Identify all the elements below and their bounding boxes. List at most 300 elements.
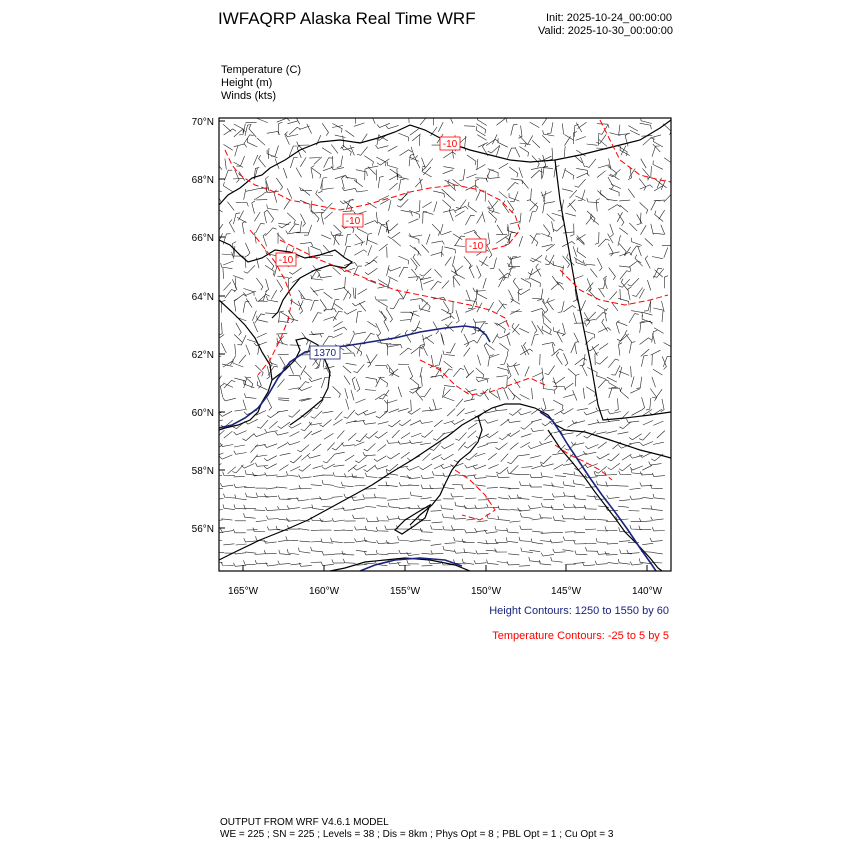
wind-barb <box>235 410 246 412</box>
wind-barb <box>550 539 563 543</box>
wind-barb <box>585 474 598 478</box>
wind-barb <box>643 421 653 426</box>
wind-barb <box>542 135 550 143</box>
wind-barb <box>465 388 473 400</box>
wind-barb <box>358 289 367 295</box>
wind-barb <box>615 398 619 411</box>
wind-barb <box>408 400 412 413</box>
wind-barb <box>466 290 470 300</box>
wind-barb <box>210 535 222 540</box>
wind-barb <box>632 238 642 246</box>
wind-barb <box>637 213 641 225</box>
wind-barb <box>311 166 314 179</box>
wind-barb <box>334 487 345 489</box>
wind-barb <box>532 519 543 520</box>
wind-barb <box>307 455 320 458</box>
wind-barb <box>455 236 465 245</box>
wind-barb <box>299 485 312 489</box>
wind-barb <box>410 492 422 497</box>
wind-barb <box>365 489 376 490</box>
wind-barb <box>539 560 551 565</box>
wind-barb <box>356 170 367 176</box>
wind-barb <box>422 245 429 253</box>
wind-barb <box>365 390 376 391</box>
wind-barb <box>378 301 388 311</box>
wind-barb <box>456 399 463 407</box>
wind-barb <box>222 519 233 520</box>
wind-barb <box>235 344 236 355</box>
wind-barb <box>354 442 364 446</box>
wind-barb <box>620 205 628 212</box>
wind-barb <box>587 198 599 203</box>
wind-barb <box>454 277 461 286</box>
wind-barb <box>234 124 244 133</box>
wind-barb <box>598 506 609 507</box>
wind-barb <box>223 124 231 131</box>
wind-barb <box>652 552 663 554</box>
wind-barb <box>519 236 523 247</box>
wind-barb <box>483 278 486 289</box>
wind-barb <box>596 408 609 412</box>
wind-barb <box>618 146 627 156</box>
wind-barb <box>355 410 368 415</box>
wind-barb <box>411 387 422 390</box>
wind-barb <box>626 419 639 423</box>
wind-barb <box>541 234 551 242</box>
wind-barb <box>289 410 301 418</box>
wind-barb <box>387 265 390 276</box>
wind-barb <box>507 456 518 464</box>
wind-barb <box>638 246 642 256</box>
wind-barb <box>598 328 611 333</box>
wind-barb <box>224 494 236 499</box>
wind-barb <box>573 504 586 508</box>
wind-barb <box>389 409 399 413</box>
wind-barb <box>619 243 626 255</box>
wind-barb <box>497 304 507 313</box>
wind-barb <box>343 211 354 212</box>
wind-barb <box>254 194 263 200</box>
wind-barb <box>519 454 530 455</box>
wind-barb <box>543 323 551 334</box>
lat-label: 66°N <box>191 233 214 244</box>
wind-barb <box>602 319 608 332</box>
wind-barb <box>235 146 238 157</box>
wind-barb <box>653 308 664 310</box>
wind-barb <box>386 540 399 544</box>
wind-barb <box>244 487 255 488</box>
wind-barb <box>334 508 345 509</box>
wind-barb <box>563 168 566 179</box>
wind-barb <box>497 367 508 374</box>
wind-barb <box>454 246 465 247</box>
wind-barb <box>392 239 400 246</box>
wind-barb <box>212 549 225 553</box>
wind-barb <box>345 177 357 183</box>
wind-barb <box>641 225 647 235</box>
wind-barb <box>464 126 475 127</box>
wind-barb <box>311 498 322 499</box>
wind-barb <box>279 122 283 135</box>
wind-barb <box>267 131 280 135</box>
wind-barb <box>321 178 328 189</box>
wind-barb <box>529 211 536 222</box>
wind-barb <box>399 550 412 554</box>
wind-barb <box>487 504 500 508</box>
wind-barb <box>466 174 476 178</box>
wind-barb <box>513 278 520 290</box>
wind-barb <box>584 319 595 321</box>
wind-barb <box>408 277 421 281</box>
lon-label: 165°W <box>227 586 259 597</box>
wind-barb <box>366 354 370 367</box>
wind-barb <box>619 422 631 429</box>
wind-barb <box>309 158 320 159</box>
wind-barb <box>462 485 475 489</box>
wind-barb <box>495 443 507 450</box>
wind-barb <box>377 506 388 507</box>
wind-barb <box>530 255 542 262</box>
wind-barb <box>286 471 298 476</box>
wind-barb <box>254 433 267 437</box>
wind-barb <box>608 454 620 461</box>
wind-barb <box>297 445 309 452</box>
wind-barb <box>541 533 552 534</box>
lat-label: 64°N <box>191 292 214 303</box>
wind-barb <box>547 122 553 134</box>
wind-barb <box>542 192 552 197</box>
wind-barb <box>595 561 608 565</box>
wind-barb <box>431 525 443 530</box>
wind-barb <box>257 316 268 323</box>
wind-barb <box>650 389 656 401</box>
wind-barb <box>222 343 227 353</box>
wind-barb <box>212 376 222 385</box>
wind-barb <box>379 244 388 251</box>
wind-barb <box>254 342 267 346</box>
wind-barb <box>620 289 621 300</box>
wind-barb <box>451 266 463 273</box>
wind-barb <box>320 518 333 522</box>
wind-barb <box>641 355 647 366</box>
wind-barb <box>565 532 576 533</box>
wind-barb <box>608 205 621 211</box>
wind-barb <box>455 432 466 440</box>
wind-barb <box>590 269 597 278</box>
wind-barb <box>462 539 475 543</box>
wind-barb <box>508 388 515 400</box>
wind-barb <box>430 375 443 378</box>
lat-label: 68°N <box>191 175 214 186</box>
wind-barb <box>416 200 420 212</box>
wind-barb <box>225 159 226 170</box>
wind-barb <box>239 124 245 135</box>
wind-barb <box>541 553 554 556</box>
wind-barb <box>375 296 387 300</box>
wind-barb <box>297 142 310 146</box>
wind-barb <box>641 159 647 169</box>
wind-barb <box>319 274 332 278</box>
lon-label: 145°W <box>550 586 582 597</box>
wind-barb <box>311 246 321 250</box>
wind-barb <box>299 563 312 567</box>
wind-barb <box>486 343 495 350</box>
wind-barb <box>322 411 333 413</box>
wind-barb <box>430 485 443 489</box>
height-contour-south <box>360 558 462 571</box>
wind-barb <box>444 247 455 254</box>
wind-barb <box>420 540 431 541</box>
wind-barb <box>504 389 508 399</box>
wind-barb <box>530 122 540 128</box>
wind-barb <box>410 421 420 426</box>
wind-barb <box>289 224 300 233</box>
wind-barb <box>464 348 471 357</box>
wind-barb <box>455 211 464 217</box>
wind-barb <box>297 497 310 501</box>
wind-barb <box>449 302 453 314</box>
wind-barb <box>542 244 553 247</box>
wind-barb <box>619 228 628 235</box>
wind-barb <box>433 191 444 198</box>
wind-barb <box>386 125 399 128</box>
wind-barb <box>256 521 267 522</box>
wind-barb <box>313 289 324 292</box>
wind-barb <box>222 254 234 259</box>
wind-barb <box>224 170 232 180</box>
wind-barb <box>664 194 672 202</box>
wind-barb <box>300 243 313 247</box>
wind-barb <box>255 463 268 467</box>
wind-barb <box>620 271 631 280</box>
latitude-axis <box>192 117 225 535</box>
wind-barb <box>551 506 563 510</box>
wind-barb <box>486 476 497 477</box>
wind-barb <box>212 420 223 423</box>
wind-barb <box>332 300 340 311</box>
wind-barb <box>558 301 564 312</box>
wind-barb <box>371 111 376 124</box>
wind-barb <box>252 311 256 321</box>
map-title: IWFAQRP Alaska Real Time WRF <box>218 9 476 28</box>
wind-barb <box>584 505 596 509</box>
wind-barb <box>285 133 298 136</box>
model-config: WE = 225 ; SN = 225 ; Levels = 38 ; Dis = 8km ; Phys Opt = 8 ; PBL Opt = 1 ; Cu Opt = 3 <box>220 829 614 840</box>
height-contour-1370 <box>219 326 490 428</box>
wind-barb <box>223 472 235 476</box>
wind-barb <box>652 257 663 259</box>
wind-barb <box>422 202 431 208</box>
wind-barb <box>570 190 577 198</box>
wind-barb <box>625 133 628 146</box>
wind-barb <box>628 287 631 300</box>
wind-barb <box>640 123 652 129</box>
wind-barb <box>234 451 247 455</box>
wind-barb <box>564 135 573 141</box>
wind-barb <box>629 442 640 444</box>
wind-barb <box>312 504 324 509</box>
wind-barb <box>421 388 431 397</box>
wind-barb <box>421 335 424 348</box>
wind-barb <box>223 383 233 388</box>
wind-barb <box>407 552 420 556</box>
wind-barb <box>492 134 497 144</box>
wind-barb <box>399 267 408 277</box>
wind-barb <box>300 157 306 166</box>
wind-barb <box>659 210 665 219</box>
wind-barb <box>420 443 431 445</box>
wind-barb <box>271 290 277 300</box>
wind-barb <box>234 144 247 147</box>
wind-barb <box>384 400 397 403</box>
wind-barb <box>477 159 478 170</box>
wind-barb <box>620 388 628 399</box>
wind-barb <box>532 321 537 334</box>
wind-barb <box>447 194 455 201</box>
wind-barb <box>320 496 333 500</box>
wind-barb <box>486 139 498 145</box>
wind-barb <box>464 230 477 234</box>
wind-barb <box>268 148 269 159</box>
wind-barb <box>223 504 235 509</box>
wind-barb <box>532 140 540 148</box>
wind-barb <box>451 525 463 529</box>
wind-barb <box>340 136 344 149</box>
wind-barb <box>563 463 574 465</box>
wind-barb <box>408 219 418 223</box>
wind-barb <box>255 554 266 555</box>
wind-barb <box>276 178 282 190</box>
wind-barb <box>421 375 422 386</box>
wind-barb <box>388 420 400 427</box>
wind-barb <box>356 311 362 323</box>
wind-barb <box>630 496 643 500</box>
wind-barb <box>562 266 563 277</box>
wind-barb <box>400 348 412 355</box>
wind-barb <box>531 419 542 422</box>
lon-label: 150°W <box>470 586 502 597</box>
wind-barb <box>531 171 543 179</box>
wind-barb <box>352 497 365 501</box>
wind-barb <box>500 354 508 365</box>
wind-barb <box>244 513 256 518</box>
wind-barb <box>294 360 301 368</box>
wind-barb <box>287 442 300 445</box>
wind-barb <box>378 176 383 188</box>
wind-barb <box>246 345 250 355</box>
wind-barb <box>475 485 486 486</box>
wind-barb <box>392 430 400 438</box>
wind-barb <box>557 330 562 343</box>
wind-barb <box>466 215 475 225</box>
wind-barb <box>576 234 585 240</box>
wind-barb <box>484 343 489 356</box>
wind-barb <box>407 560 419 564</box>
coastline-seward <box>219 240 352 318</box>
wind-barb <box>507 528 519 533</box>
wind-barb <box>438 122 443 132</box>
wind-barb <box>266 516 279 520</box>
wind-barb <box>280 356 286 369</box>
wind-barb <box>477 266 482 279</box>
wind-barb <box>462 559 474 565</box>
wind-barb <box>224 129 237 135</box>
wind-barb <box>527 189 532 201</box>
wind-barb <box>254 510 265 511</box>
wind-barb <box>422 453 430 461</box>
wind-barb <box>364 563 375 564</box>
wind-barb <box>323 455 334 463</box>
wind-barb <box>442 335 445 346</box>
wind-barb <box>388 146 398 151</box>
wind-barb <box>265 265 274 275</box>
wind-barb <box>541 463 554 466</box>
wind-barb <box>542 378 543 389</box>
wind-barb <box>465 136 466 147</box>
wind-barb <box>287 549 299 554</box>
wind-barb <box>607 199 618 201</box>
wind-barb <box>290 466 300 471</box>
wind-barb <box>269 421 277 428</box>
wind-barb <box>365 268 377 274</box>
wind-barb <box>500 419 509 426</box>
wind-barb <box>459 169 465 181</box>
wind-barb <box>542 343 555 346</box>
wind-barb <box>617 322 627 326</box>
wind-barb <box>509 409 521 416</box>
wind-barb <box>388 232 400 238</box>
wind-barb <box>243 400 246 411</box>
wind-barb <box>519 167 523 177</box>
wind-barb <box>210 186 222 192</box>
wind-barb <box>651 201 660 211</box>
wind-barb <box>366 256 378 264</box>
wind-barb <box>609 268 616 280</box>
wind-barb <box>354 508 365 510</box>
wind-barb <box>518 508 531 512</box>
wind-barb <box>609 169 621 176</box>
wind-barb <box>574 532 585 533</box>
wind-barb <box>411 433 421 437</box>
wind-barb <box>619 334 625 343</box>
wind-barb <box>466 185 479 190</box>
wind-barb <box>597 258 602 271</box>
wind-barb <box>287 318 298 321</box>
height-contours-note: Height Contours: 1250 to 1550 by 60 <box>489 605 669 617</box>
wind-barb <box>627 550 640 554</box>
wind-barb <box>552 343 554 354</box>
wind-barb <box>573 132 577 145</box>
wind-barb <box>555 410 565 416</box>
wind-barb <box>543 202 545 213</box>
wind-barb <box>540 456 551 464</box>
temperature-label-a: -10 <box>345 216 361 227</box>
wind-barb <box>374 456 387 462</box>
wind-barb <box>387 453 400 459</box>
wind-barb <box>564 146 565 157</box>
wind-barb <box>254 212 260 221</box>
wind-barb <box>353 364 364 372</box>
wind-barb <box>441 246 442 257</box>
wind-barb <box>642 465 652 470</box>
wind-barb <box>290 489 301 490</box>
wind-barb <box>278 561 291 565</box>
wind-barb <box>520 442 530 448</box>
wind-barb <box>324 158 333 168</box>
wind-barb <box>335 135 346 137</box>
wind-barb <box>333 472 345 477</box>
wind-barb <box>400 319 411 320</box>
